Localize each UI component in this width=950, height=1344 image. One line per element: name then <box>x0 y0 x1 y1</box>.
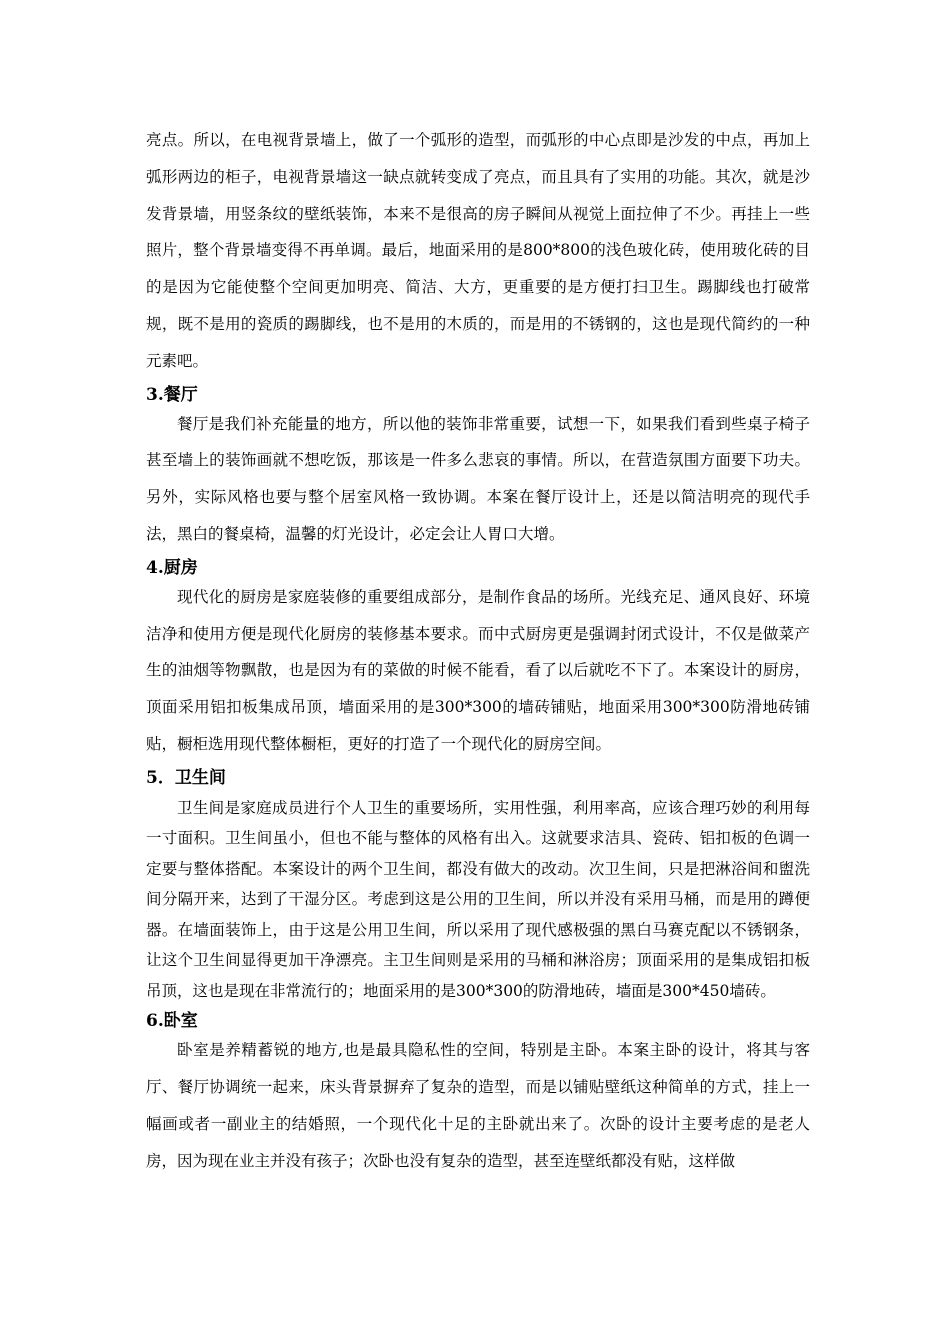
document-body <box>146 122 810 1179</box>
section-body-bedroom: 卧室是养精蓄锐的地方,也是最具隐私性的空间，特别是主卧。本案主卧的设计，将其与客厅、餐厅协调统一起来，床头背景摒弃了复杂的造型，而是以铺贴壁纸这种简单的方式，挂上一幅画或者一副业主的结婚照，一个现代化十足的主卧就出来了。次卧的设计主要考虑的是老人房，因为现在业主并没有孩子；次卧也没有复杂的造型，甚至连壁纸都没有贴，这样做 <box>146 1041 810 1170</box>
section-body-dining: 餐厅是我们补充能量的地方，所以他的装饰非常重要，试想一下，如果我们看到些桌子椅子甚至墙上的装饰画就不想吃饭，那该是一件多么悲哀的事情。所以，在营造氛围方面要下功夫。另外，实际风格也要与整个居室风格一致协调。本案在餐厅设计上，还是以简洁明亮的现代手法，黑白的餐桌椅，温馨的灯光设计，必定会让人胃口大增。 <box>146 414 810 543</box>
section-heading-dining: 3.餐厅 <box>146 384 198 405</box>
section-heading-kitchen: 4.厨房 <box>146 557 198 578</box>
section-body-kitchen: 现代化的厨房是家庭装修的重要组成部分，是制作食品的场所。光线充足、通风良好、环境洁净和使用方便是现代化厨房的装修基本要求。而中式厨房更是强调封闭式设计，不仅是做菜产生的油烟等物飘散，也是因为有的菜做的时候不能看，看了以后就吃不下了。本案设计的厨房，顶面采用铝扣板集成吊顶，墙面采用的是300*300的墙砖铺贴，地面采用300*300防滑地砖铺贴，橱柜选用现代整体橱柜，更好的打造了一个现代化的厨房空间。 <box>146 587 810 753</box>
intro-paragraph: 亮点。所以，在电视背景墙上，做了一个弧形的造型，而弧形的中心点即是沙发的中点，再加上弧形两边的柜子，电视背景墙这一缺点就转变成了亮点，而且具有了实用的功能。其次，就是沙发背景墙，用竖条纹的壁纸装饰，本来不是很高的房子瞬间从视觉上面拉伸了不少。再挂上一些照片，整个背景墙变得不再单调。最后，地面采用的是800*800的浅色玻化砖，使用玻化砖的目的是因为它能使整个空间更加明亮、简洁、大方，更重要的是方便打扫卫生。踢脚线也打破常规，既不是用的瓷质的踢脚线，也不是用的木质的，而是用的不锈钢的，这也是现代简约的一种元素吧。 <box>146 131 810 370</box>
section-heading-bathroom: 5．卫生间 <box>146 767 226 788</box>
section-body-bathroom: 卫生间是家庭成员进行个人卫生的重要场所，实用性强，利用率高，应该合理巧妙的利用每一寸面积。卫生间虽小，但也不能与整体的风格有出入。这就要求洁具、瓷砖、铝扣板的色调一定要与整体搭配。本案设计的两个卫生间，都没有做大的改动。次卫生间，只是把淋浴间和盥洗间分隔开来，达到了干湿分区。考虑到这是公用的卫生间，所以并没有采用马桶，而是用的蹲便器。在墙面装饰上，由于这是公用卫生间，所以采用了现代感极强的黑白马赛克配以不锈钢条，让这个卫生间显得更加干净漂亮。主卫生间则是采用的马桶和淋浴房；顶面采用的是集成铝扣板吊顶，这也是现在非常流行的；地面采用的是300*300的防滑地砖，墙面是300*450墙砖。 <box>146 798 810 1000</box>
section-heading-bedroom: 6.卧室 <box>146 1011 198 1032</box>
